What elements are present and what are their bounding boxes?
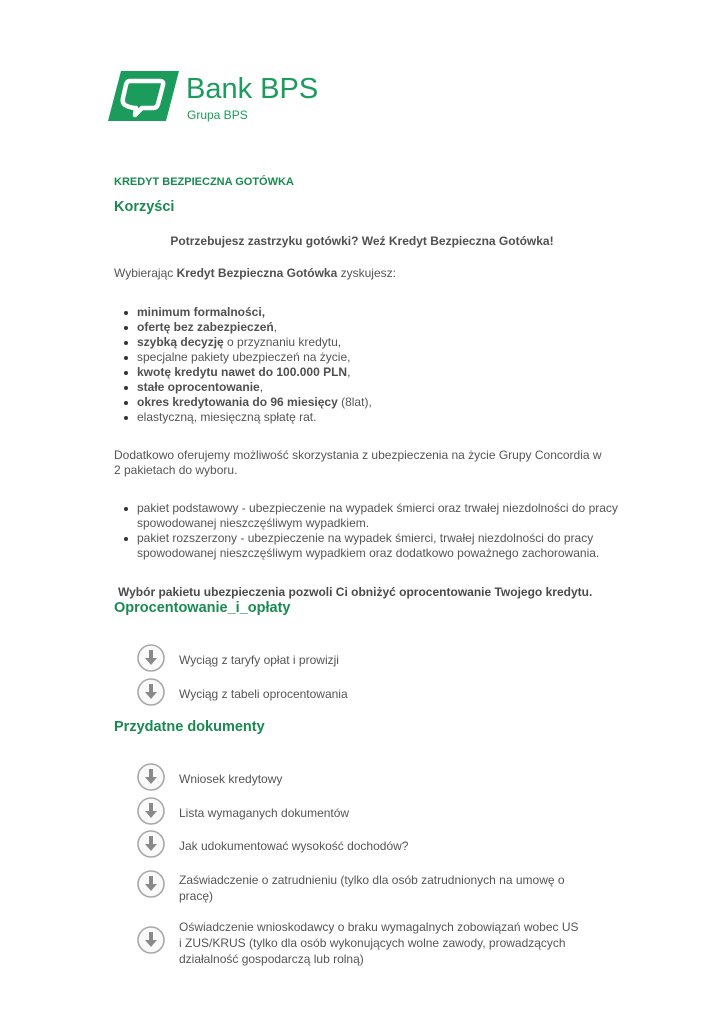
- list-item: kwotę kredytu nawet do 100.000 PLN,: [137, 365, 633, 380]
- insurance-intro: Dodatkowo oferujemy możliwość skorzystania z ubezpieczenia na życie Grupy Concordia w 2 pakietach do wyboru.: [114, 448, 602, 477]
- doc-link-required-documents[interactable]: [136, 796, 606, 828]
- documents-heading: Przydatne dokumenty: [114, 719, 265, 735]
- doc-link-label[interactable]: Lista wymaganych dokumentów: [179, 806, 350, 820]
- doc-link-label[interactable]: Wniosek kredytowy: [179, 772, 283, 786]
- doc-link-label[interactable]: Jak udokumentować wysokość dochodów?: [179, 839, 409, 853]
- fees-link-label[interactable]: Wyciąg z taryfy opłat i prowizji: [179, 653, 339, 667]
- bank-logo: [108, 70, 328, 126]
- benefits-heading: Korzyści: [114, 199, 175, 215]
- doc-link-employment-certificate[interactable]: [136, 869, 606, 905]
- insurance-emphasis: Wybór pakietu ubezpieczenia pozwoli Ci obniżyć oprocentowanie Twojego kredytu.: [118, 585, 593, 599]
- list-item: specjalne pakiety ubezpieczeń na życie,: [137, 350, 633, 365]
- doc-link-income-proof[interactable]: [136, 829, 606, 861]
- section-label: KREDYT BEZPIECZNA GOTÓWKA: [114, 176, 294, 188]
- list-item: szybką decyzję o przyznaniu kredytu,: [137, 335, 633, 350]
- fees-link-rates[interactable]: [136, 677, 606, 709]
- benefits-lead: Potrzebujesz zastrzyku gotówki? Weź Kredyt Bezpieczna Gotówka!: [170, 234, 554, 248]
- bank-group: Grupa BPS: [187, 108, 248, 122]
- list-item: pakiet podstawowy - ubezpieczenie na wypadek śmierci oraz trwałej niezdolności do pracy spowodowanej nieszczęśliwym wypadkiem.: [137, 501, 633, 531]
- download-icon: [136, 925, 166, 955]
- download-icon: [136, 869, 166, 899]
- doc-link-no-liabilities-statement[interactable]: [136, 920, 606, 975]
- list-item: elastyczną, miesięczną spłatę rat.: [137, 410, 633, 425]
- download-icon: [136, 796, 166, 826]
- download-icon: [136, 762, 166, 792]
- doc-link-application[interactable]: [136, 762, 606, 794]
- fees-link-tariff[interactable]: [136, 643, 606, 675]
- benefits-intro: Wybierając Kredyt Bezpieczna Gotówka zyskujesz:: [114, 266, 396, 280]
- insurance-packages: [114, 501, 633, 561]
- download-icon: [136, 677, 166, 707]
- fees-heading: Oprocentowanie_i_opłaty: [114, 600, 291, 616]
- doc-link-label[interactable]: Oświadczenie wnioskodawcy o braku wymagalnych zobowiązań wobec US i ZUS/KRUS (tylko dla osób wykonujących wolne zawody, prowadzących działalność gospodarczą lub rolną): [179, 920, 579, 966]
- bank-logo-mark-icon: [108, 70, 180, 122]
- list-item: minimum formalności,: [137, 305, 633, 320]
- download-icon: [136, 829, 166, 859]
- list-item: ofertę bez zabezpieczeń,: [137, 320, 633, 335]
- bank-name: Bank BPS: [186, 73, 319, 105]
- list-item: stałe oprocentowanie,: [137, 380, 633, 395]
- list-item: okres kredytowania do 96 miesięcy (8lat),: [137, 395, 633, 410]
- benefits-list: [114, 305, 633, 425]
- fees-link-label[interactable]: Wyciąg z tabeli oprocentowania: [179, 687, 348, 701]
- doc-link-label[interactable]: Zaświadczenie o zatrudnieniu (tylko dla osób zatrudnionych na umowę o pracę): [179, 873, 565, 903]
- list-item: pakiet rozszerzony - ubezpieczenie na wypadek śmierci, trwałej niezdolności do pracy spowodowanej nieszczęśliwym wypadkiem oraz dodatkowo poważnego zachorowania.: [137, 531, 633, 561]
- download-icon: [136, 643, 166, 673]
